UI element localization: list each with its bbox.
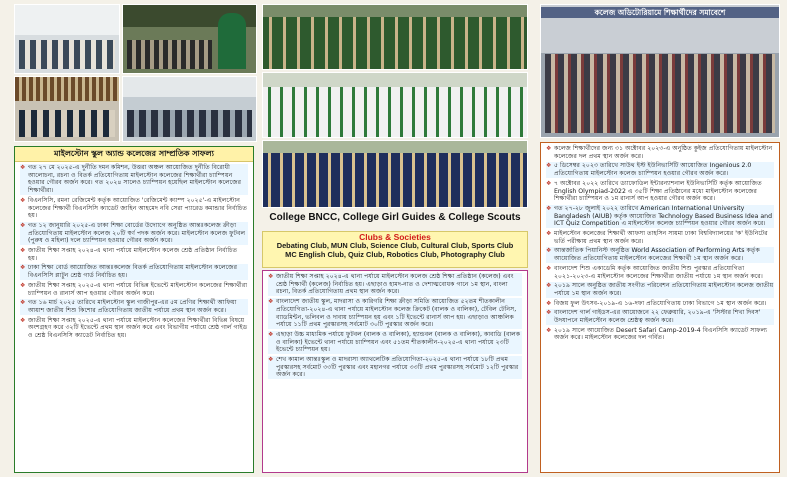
list-item: ❖ ৭ অক্টোবর ২০২২ তারিখে ড্যাফোডিল ইন্টারন্যাশনাল ইউনিভার্সিটি কর্তৃক আয়োজিত English Olympiad-2022 এ ৩৫টি শিক্ষা প্রতিষ্ঠানের মধ্যে মাইলস্টোন কলেজের শিক্ষার্থীরা চ্যাম্পিয়ন ও ১ম রানার্স আপ হওয়ার গৌরব অর্জন করে। — [546, 180, 774, 203]
clubs-line-2: MC English Club, Quiz Club, Robotics Club, Photography Club — [285, 249, 505, 259]
achievement-list-left — [15, 162, 253, 340]
list-item: ❖ জাতীয় শিক্ষা সপ্তাহ ২০২৫-এ থানা পর্যায়ে মাইলস্টোন কলেজের শিক্ষার্থীরা বিভিন্ন বিষয়ে অংশগ্রহণ করে ৩২টি ইভেন্টে প্রথম স্থান অর্জন করে এবং বিভাগীয় পর্যায়ে শ্রেষ্ঠ গার্ল গাইড ও শ্রেষ্ঠ বিএনসিসি ক্যাডেট নির্বাচিত হয়। — [20, 317, 248, 340]
clubs-line-1: Debating Club, MUN Club, Science Club, Cultural Club, Sports Club — [276, 241, 514, 250]
list-item: ❖ জাতীয় শিক্ষা সপ্তাহ ২০২৫-এ থানা পর্যায়ে বিভিন্ন ইভেন্টে মাইলস্টোন কলেজের শিক্ষার্থীরা চ্যাম্পিয়ন ও রানার্স আপ হওয়ার গৌরব অর্জন করে। — [20, 282, 248, 297]
list-item: ❖ বাংলাদেশ গার্ল গাইডস-এর আয়োজনে ২২ ফেব্রুয়ারি, ২০১৯-এ 'সিস্টার শিখা দিবস' উদযাপনে মাইলস্টোন কলেজ শ্রেষ্ঠত্ব অর্জন করে। — [546, 309, 774, 324]
list-item: ❖ গত ২৭-২৮ জুলাই ২০২২ তারিখে American International University Bangladesh (AIUB) কর্তৃক আয়োজিত Technology Based Business Idea and ICT Quiz Competition এ মাইলস্টোন কলেজ চ্যাম্পিয়ন হওয়ার গৌরব অর্জন করে। — [546, 205, 774, 228]
achievements-heading: মাইলস্টোন স্কুল অ্যান্ড কলেজের সাম্প্রতিক সাফল্য — [15, 147, 253, 162]
list-item: ❖ বাংলাদেশ জাতীয় স্কুল, মাদরাসা ও কারিগরি শিক্ষা ক্রীড়া সমিতি আয়োজিত ৫২তম শীতকালীন প্রতিযোগিতা-২০২৪-এ থানা পর্যায়ে মাইলস্টোন কলেজ ক্রিকেট (বালক ও বালিকা), টেবিল টেনিস, ব্যাডমিন্টন, ভলিবল ও দাবায় চ্যাম্পিয়ন হয় এবং ১টি ইভেন্টে রানার্স আপ হয়। এছাড়াও আঞ্চলিক পর্যায়ে ১১টি প্রথম পুরস্কারসহ সর্বমোট ৩০টি পুরস্কার অর্জন করে। — [268, 298, 522, 329]
list-item: ❖ জাতীয় শিক্ষা সপ্তাহ ২০২৪-এ থানা পর্যায়ে মাইলস্টোন কলেজ শ্রেষ্ঠ প্রতিষ্ঠান নির্বাচিত হয়। — [20, 247, 248, 262]
photo-auditorium-gathering — [540, 4, 780, 138]
photo-speaker-stage — [122, 4, 257, 74]
list-item: ❖ মাইলস্টোন কলেজের শিক্ষার্থী আফসা তাহসিন সায়মা ঢাকা বিশ্ববিদ্যালয়ের 'ক' ইউনিটের ভর্তি পরীক্ষায় প্রথম স্থান অর্জন করে। — [546, 230, 774, 245]
clubs-societies-box — [262, 231, 528, 268]
list-item: ❖ কলেজ শিক্ষার্থীদের জন্য ৩১ অক্টোবর ২০২৩-এ অনুষ্ঠিত কুইজ প্রতিযোগিতায় মাইলস্টোন কলেজের দল প্রথম স্থান অর্জন করে। — [546, 145, 774, 160]
photo-lab — [122, 76, 257, 142]
list-item: ❖ আন্তর্জাতিক পিয়ানিস্ট অনুষ্ঠিত World Association of Performing Arts কর্তৃক আয়োজিত প্রতিযোগিতায় মাইলস্টোন কলেজের শিক্ষার্থী ১ম স্থান অর্জন করে। — [546, 247, 774, 262]
list-item: ❖ গত ১২ জানুয়ারি ২০২৫-এ ঢাকা শিক্ষা বোর্ডের উদ্যোগে অনুষ্ঠিত আন্তঃকলেজ ক্রীড়া প্রতিযোগিতায় মাইলস্টোন কলেজ ২০টি স্বর্ণ পদক অর্জন করে। মাইলস্টোন কলেজ ফুটবল (পুরুষ ও মহিলা) দলে চ্যাম্পিয়ন হওয়ার গৌরব অর্জন করে। — [20, 222, 248, 245]
achievement-list-right — [541, 143, 779, 342]
photo-scouts — [262, 140, 528, 208]
photo-girl-guides — [262, 72, 528, 138]
photo-bncc-cadets — [262, 4, 528, 70]
achievement-list-middle — [263, 271, 527, 379]
list-item: ❖ জাতীয় শিক্ষা সপ্তাহ ২০২৪-এ থানা পর্যায়ে মাইলস্টোন কলেজ শ্রেষ্ঠ শিক্ষা প্রতিষ্ঠান (কলেজ) এবং শ্রেষ্ঠ শিক্ষার্থী (কলেজ) নির্বাচিত হয়। এছাড়াও হামদ-নাত ও দেশাত্মবোধক গানে ১ম স্থান, বাংলা রচনা, বিতর্ক প্রতিযোগিতায় প্রথম স্থান অর্জন করে। — [268, 273, 522, 296]
list-item: ❖ গত ১৬ মার্চ ২০২৫ তারিখে মাইলস্টোন স্কুল গাজীপুর-এর ৫ম প্রেণির শিক্ষার্থী আফিয়া আয়াশ জাতীয় শিশু কিশোর প্রতিযোগিতায় জাতীয় পর্যায়ে প্রথম স্থান অর্জন করে। — [20, 299, 248, 314]
list-item: ❖ শেখ কামাল আন্তঃস্কুল ও মাদরাসা অ্যাথলেটিক প্রতিযোগিতা-২০২৫-এ থানা পর্যায়ে ১৮টি প্রথম পুরস্কারসহ সর্বমোট ৩৩টি পুরস্কার এবং মহানগর পর্যায়ে ৩৩টি প্রথম পুরস্কারসহ সর্বমোট ১২টি পুরস্কার অর্জন করে। — [268, 356, 522, 379]
photo-group-caption: College BNCC, College Girl Guides & College Scouts — [269, 212, 521, 223]
list-item: ❖ বাংলাদেশ শিশু একাডেমি কর্তৃক আয়োজিত জাতীয় শিশু পুরস্কার প্রতিযোগিতা ২০২১-২০২৩-এ মাইলস্টোন কলেজের শিক্ষার্থীরা জাতীয় পর্যায়ে ১ম স্থান অর্জন করে। — [546, 265, 774, 280]
list-item: ❖ ২০১৯ সালে অনুষ্ঠিত জাতীয় সংগীত পরিবেশন প্রতিযোগিতায় মাইলস্টোন কলেজ জাতীয় পর্যায়ে ১ম স্থান অর্জন করে। — [546, 282, 774, 297]
list-item: ❖ গত ২৭ মে ২০২৫-এ দুর্নীতি দমন কমিশন, উত্তরা অঞ্চল আয়োজিত দুর্নীতি বিরোধী আলোচনা, রচনা ও বিতর্ক প্রতিযোগিতায় মাইলস্টোন কলেজের শিক্ষার্থীরা চ্যাম্পিয়ন হওয়ার গৌরব অর্জন করে। গত ২০২৪ সালেও চ্যাম্পিয়ন হয়েছিল মাইলস্টোন কলেজের শিক্ষার্থীরা। — [20, 164, 248, 195]
photo-classroom — [14, 4, 120, 74]
list-item: ❖ এছাড়া উচ্চ মাধ্যমিক পর্যায়ে ফুটবল (বালক ও বালিকা), হ্যান্ডবল (বালক ও বালিকা), কাবাডি (বালক ও বালিকা) ইভেন্টে থানা পর্যায়ে চ্যাম্পিয়ন এবং ৫১তম শীতকালীন-২০২৫-এ থানা পর্যায়ে ২৩টি ইভেন্টে চ্যাম্পিয়ন হয়। — [268, 331, 522, 354]
list-item: ❖ ২০১৯ সালে আয়োজিত Desert Safari Camp-2019-4 বিএনসিসি ক্যাডেট সাফল্য অর্জন করে। মাইলস্টোন কলেজের দল গর্বিত। — [546, 327, 774, 342]
list-item: ❖ ৫ ডিসেম্বর ২০২৩ তারিখে সাউথ ইস্ট ইউনিভার্সিটি আয়োজিত Ingenious 2.0 প্রতিযোগিতায় মাইলস্টোন কলেজ চ্যাম্পিয়ন হওয়ার গৌরব অর্জন করে। — [546, 162, 774, 177]
list-item: ❖ বিজয় ফুল উৎসব-২০১৯-এ ১৬-দফা প্রতিযোগিতায় ঢাকা বিভাগে ১ম স্থান অর্জন করে। — [546, 300, 774, 308]
achievements-left-column — [14, 146, 254, 473]
achievements-right-column — [540, 142, 780, 473]
auditorium-caption: কলেজ অডিটোরিয়ামে শিক্ষার্থীদের সমাবেশে — [541, 7, 779, 18]
photo-library — [14, 76, 120, 142]
achievements-middle-column — [262, 270, 528, 473]
clubs-title: Clubs & Societies — [359, 232, 431, 242]
list-item: ❖ বিএনসিসি, রমনা রেজিমেন্ট কর্তৃক আয়োজিত 'রেজিমেন্ট ক্যাম্প ২০২৫'-এ মাইলস্টোন কলেজের শিক্ষার্থী বিএনসিসি ক্যাডেট জাহিন আহমেদ নবি সেরা প্যারেড কমান্ডার নির্বাচিত হয়। — [20, 197, 248, 220]
list-item: ❖ ঢাকা শিক্ষা বোর্ড আয়োজিত আন্তঃকলেজ বিতর্ক প্রতিযোগিতায় মাইলস্টোন কলেজের বিএনসিসি প্লাটুন শ্রেষ্ঠ গার্ড নির্বাচিত হয়। — [20, 264, 248, 279]
